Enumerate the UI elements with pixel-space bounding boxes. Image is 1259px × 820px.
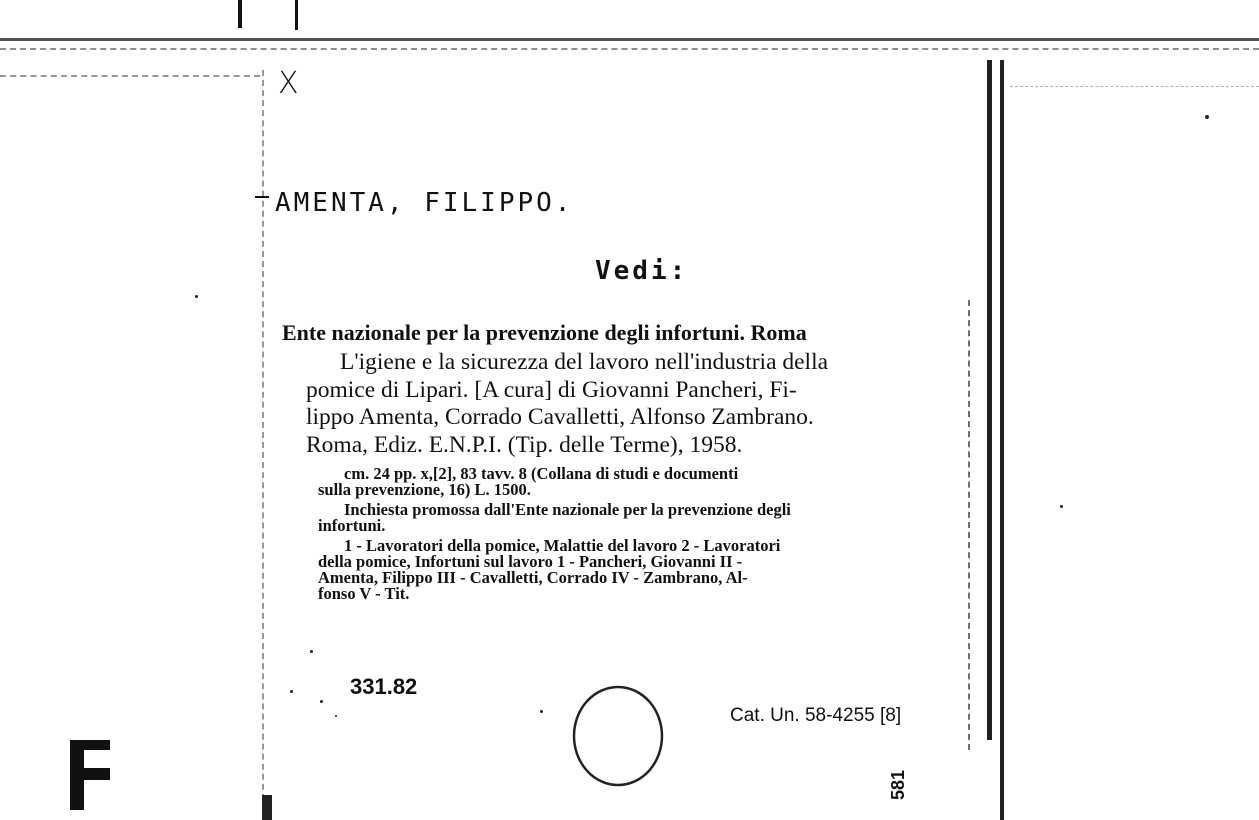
- classmark: 331.82: [350, 674, 418, 699]
- scan-top-rule: [0, 38, 1259, 41]
- heading-dash: [255, 196, 269, 198]
- entry-note-line: sulla prevenzione, 16) L. 1500.: [318, 480, 531, 499]
- entry-note-line: cm. 24 pp. x,[2], 83 tavv. 8 (Collana di studi e documenti: [344, 464, 739, 483]
- entry-body-line: Roma, Ediz. E.N.P.I. (Tip. delle Terme), 1958.: [306, 431, 743, 458]
- scan-speck: [1205, 115, 1209, 119]
- scan-speck: [310, 650, 313, 653]
- side-number: 581: [888, 769, 908, 800]
- entry-note-line: fonso V - Tit.: [318, 584, 410, 603]
- entry-body-line: lippo Amenta, Corrado Cavalletti, Alfonso Zambrano.: [306, 404, 814, 430]
- scan-right-edge-line: [987, 60, 992, 740]
- scan-speck: [290, 690, 293, 693]
- entry-body: [306, 349, 966, 459]
- scan-speck: [195, 295, 198, 298]
- scan-left-margin-line: [262, 70, 264, 820]
- scan-speck: [540, 710, 543, 713]
- scan-dashed-rule: [0, 48, 1259, 50]
- scan-speck: [335, 715, 337, 717]
- stamp-circle-icon: [570, 683, 670, 788]
- scan-dashed-rule-right: [1010, 86, 1259, 87]
- entry-note-line: 1 - Lavoratori della pomice, Malattie del lavoro 2 - Lavoratori: [344, 536, 781, 555]
- entry-body-line: L'igiene e la sicurezza del lavoro nell'industria della: [340, 349, 829, 375]
- entry-note-line: della pomice, Infortuni sul lavoro 1 - Pancheri, Giovanni II -: [318, 552, 743, 571]
- see-reference-label: Vedi:: [595, 256, 689, 286]
- entry-body-line: pomice di Lipari. [A cura] di Giovanni Pancheri, Fi-: [306, 376, 797, 403]
- entry-note-line: Inchiesta promossa dall'Ente nazionale per la prevenzione degli: [344, 500, 791, 519]
- scan-corner-tick: [295, 0, 298, 30]
- scan-left-bar: [262, 795, 272, 820]
- scan-corner-tick: [238, 0, 242, 28]
- card-heading: AMENTA, FILIPPO.: [275, 188, 574, 218]
- scan-speck: [320, 700, 323, 703]
- entry-notes: [318, 466, 966, 602]
- scan-right-edge-line-outer: [1000, 60, 1004, 820]
- entry-note-line: infortuni.: [318, 516, 386, 535]
- scan-dashed-rule-left: [0, 75, 260, 77]
- scan-right-dashed-line: [968, 300, 970, 750]
- catalog-reference: Cat. Un. 58-4255 [8]: [730, 705, 902, 726]
- scan-left-blot: [65, 740, 115, 810]
- entry-title: Ente nazionale per la prevenzione degli infortuni. Roma: [282, 320, 807, 345]
- scan-speck: [1060, 505, 1063, 508]
- entry-note-line: Amenta, Filippo III - Cavalletti, Corrado IV - Zambrano, Al-: [318, 568, 748, 587]
- handwritten-x-mark: X: [278, 66, 299, 101]
